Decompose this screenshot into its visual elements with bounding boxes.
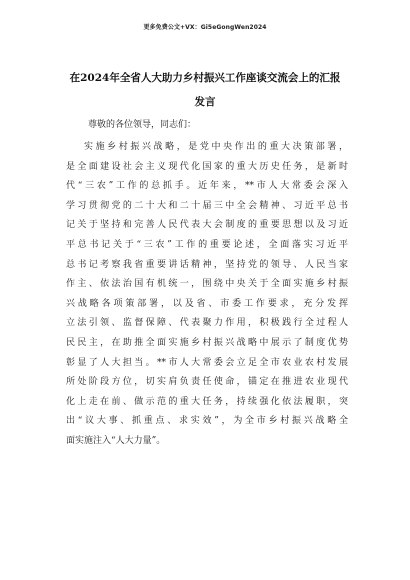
body-line-5: 记关于坚持和完善人民代表大会制度的重要思想以及习近: [66, 220, 348, 231]
document-title: [52, 66, 358, 114]
body-line-6: 平总书记关于“三农”工作的重要论述，全面落实习近平: [66, 239, 348, 250]
body-line-9: 兴战略各项策部署，以及省、市委工作要求，充分发挥: [66, 298, 348, 309]
body-line-2: 是全面建设社会主义现代化国家的重大历史任务，是新时: [66, 161, 348, 172]
body-line-14: 化上走在前、做示范的重大任务，持续强化依法履职，突: [66, 396, 348, 407]
body-line-13: 所处阶段方位，切实肩负责任使命，锚定在推进农业现代: [66, 377, 348, 388]
title-line-2: 发言: [194, 96, 216, 108]
body-line-11: 民民主，在助推全面实施乡村振兴战略中展示了制度优势: [66, 337, 348, 348]
body-line-12: 彰显了人大担当。**市人大常委会立足全市农业农村发展: [66, 357, 348, 368]
body-line-15: 出“议大事、抓重点、求实效”，为全市乡村振兴战略全: [66, 416, 348, 427]
body-line-8: 作主、依法治国有机统一，围绕中央关于全面实施乡村振: [66, 279, 348, 290]
body-line-3: 代“三农”工作的总抓手。近年来，**市人大常委会深入: [66, 181, 348, 192]
body-line-10: 立法引领、监督保障、代表聚力作用，积极践行全过程人: [66, 318, 348, 329]
salutation: 尊敬的各位领导，同志们：: [88, 120, 197, 130]
body-line-1: 实施乡村振兴战略，是党中央作出的重大决策部署，: [84, 142, 348, 152]
header-note: 更多免费公文+VX：Gi5eGongWen2024: [143, 24, 267, 31]
body-line-4: 学习贯彻党的二十大和二十届三中全会精神、习近平总书: [66, 200, 348, 211]
title-line-1: 在2024年全省人大助力乡村振兴工作座谈交流会上的汇报: [69, 72, 341, 84]
body-line-16: 面实施注入“人大力量”。: [66, 435, 166, 446]
body-paragraph: [66, 138, 348, 452]
body-line-7: 总书记考察我省重要讲话精神，坚持党的领导、人民当家: [66, 259, 348, 270]
